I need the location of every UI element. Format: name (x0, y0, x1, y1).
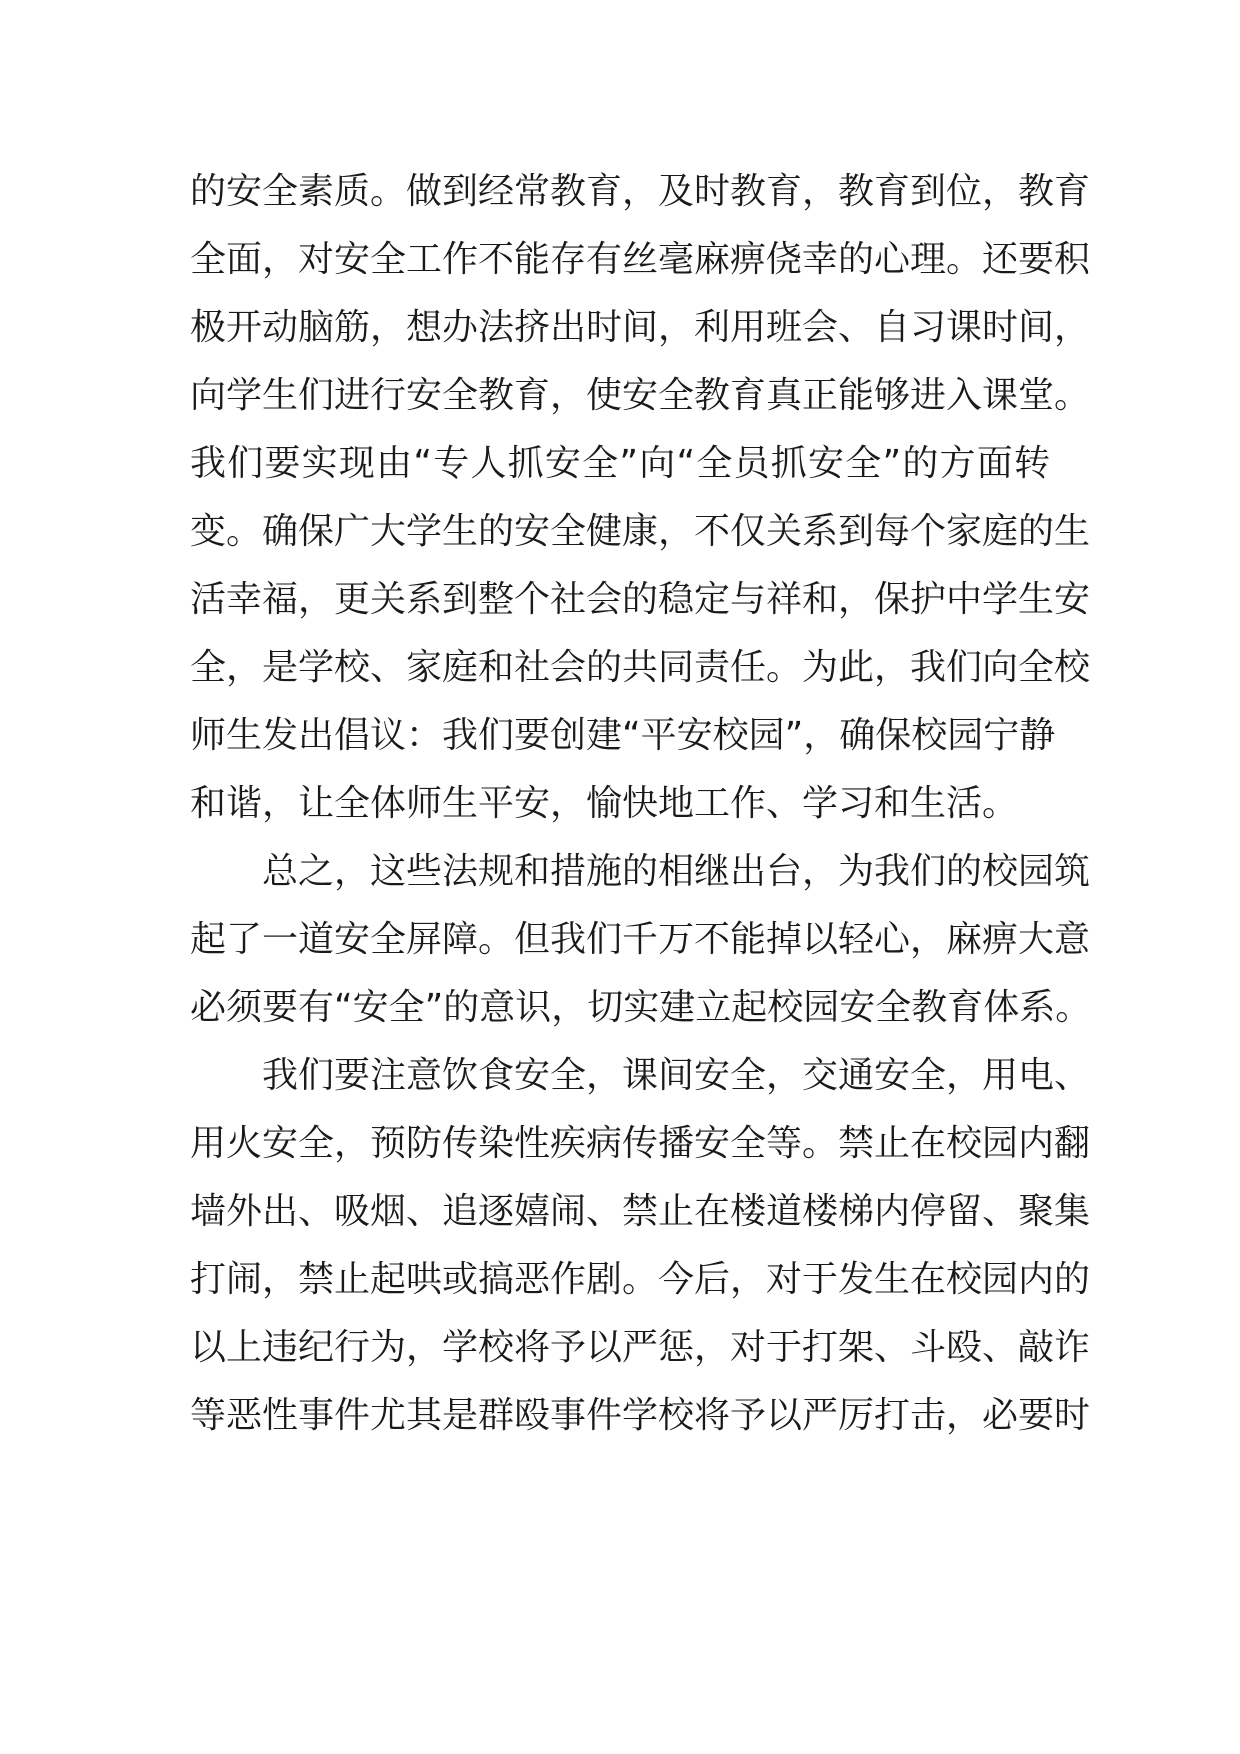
text-line: 打闹，禁止起哄或搞恶作剧。今后，对于发生在校园内的 (190, 1259, 1091, 1300)
text-line: 以上违纪行为，学校将予以严惩，对于打架、斗殴、敲诈 (190, 1327, 1091, 1368)
text-line: 我们要注意饮食安全，课间安全，交通安全，用电、 (262, 1055, 1091, 1096)
text-line: 师生发出倡议：我们要创建“平安校园”，确保校园宁静 (190, 715, 1056, 756)
text-line: 全，是学校、家庭和社会的共同责任。为此，我们向全校 (190, 647, 1091, 688)
text-line: 极开动脑筋，想办法挤出时间，利用班会、自习课时间， (190, 307, 1091, 348)
text-line: 墙外出、吸烟、追逐嬉闹、禁止在楼道楼梯内停留、聚集 (190, 1191, 1091, 1232)
text-line: 和谐，让全体师生平安，愉快地工作、学习和生活。 (190, 783, 1019, 824)
text-line: 起了一道安全屏障。但我们千万不能掉以轻心，麻痹大意 (190, 919, 1091, 960)
text-line: 向学生们进行安全教育，使安全教育真正能够进入课堂。 (190, 375, 1091, 416)
text-line: 的安全素质。做到经常教育，及时教育，教育到位，教育 (190, 171, 1091, 212)
text-line: 等恶性事件尤其是群殴事件学校将予以严厉打击，必要时 (190, 1395, 1091, 1436)
text-line: 变。确保广大学生的安全健康，不仅关系到每个家庭的生 (190, 511, 1091, 552)
text-line: 活幸福，更关系到整个社会的稳定与祥和，保护中学生安 (190, 579, 1091, 620)
text-line: 全面，对安全工作不能存有丝毫麻痹侥幸的心理。还要积 (190, 239, 1091, 280)
text-line: 必须要有“安全”的意识，切实建立起校园安全教育体系。 (190, 987, 1092, 1028)
text-line: 用火安全，预防传染性疾病传播安全等。禁止在校园内翻 (190, 1123, 1091, 1164)
text-line: 总之，这些法规和措施的相继出台，为我们的校园筑 (262, 851, 1091, 892)
text-line: 我们要实现由“专人抓安全”向“全员抓安全”的方面转 (190, 443, 1050, 484)
